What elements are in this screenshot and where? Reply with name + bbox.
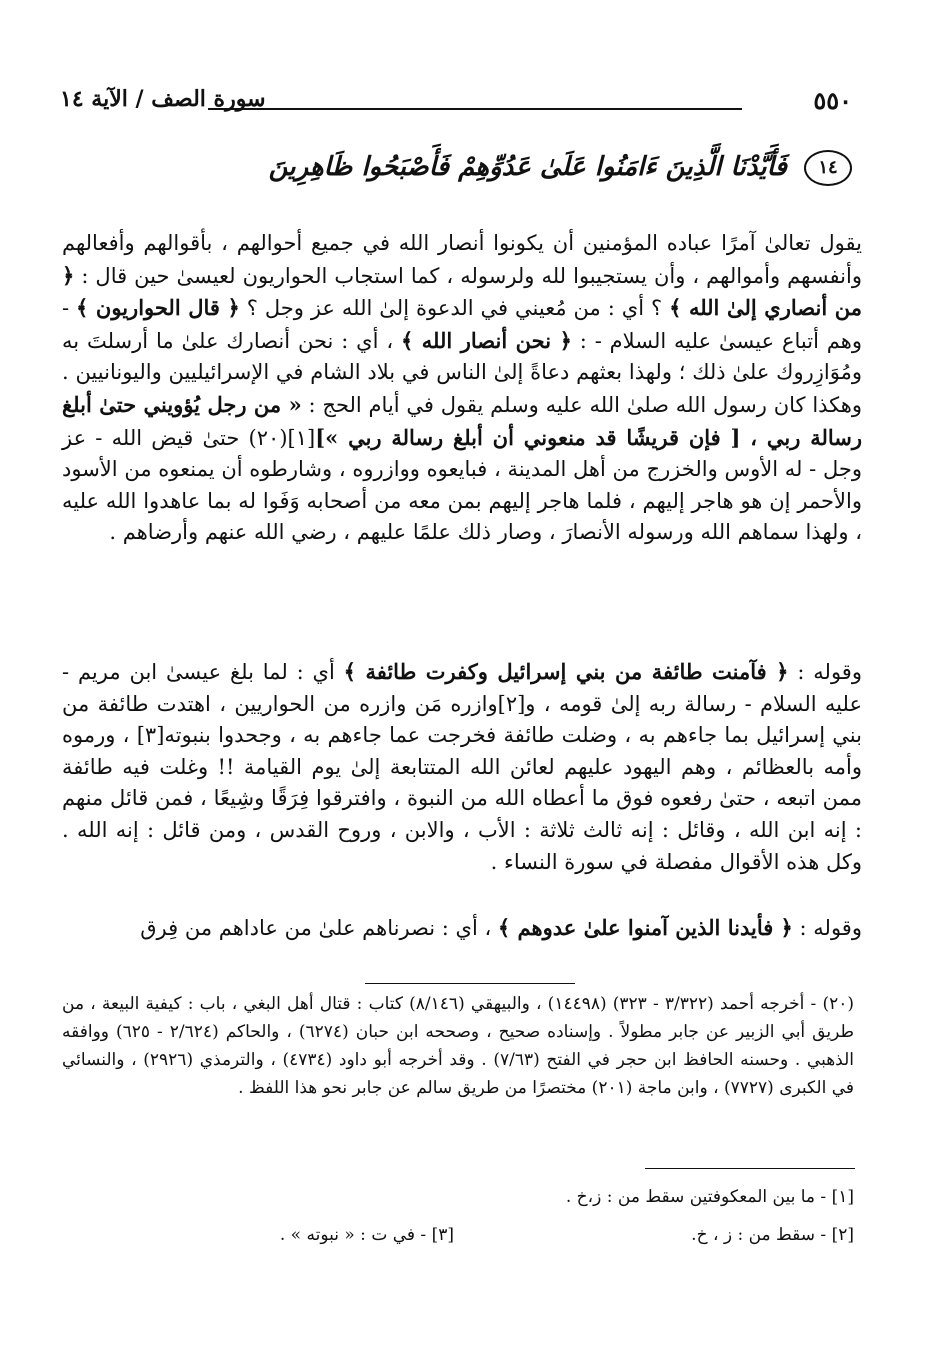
commentary-paragraph-2 [62,656,862,878]
para3-text-1: وقوله : [792,916,862,940]
para3-text-2: ، أي : نصرناهم علىٰ من عاداهم من فِرق [140,916,498,940]
commentary-paragraph-1 [62,228,862,549]
header-rule [208,108,742,110]
para1-hadith-quote: « من رجل يُؤويني حتىٰ أبلغ رسالة ربي ، [ فإن قريشًا قد منعوني أن أبلغ رسالة ربي »] [62,391,862,450]
para1-quote-2: ﴿ قال الحواريون ﴾ [76,295,240,321]
para1-text-1: يقول تعالىٰ آمرًا عباده المؤمنين أن يكونوا أنصار الله في جميع أحوالهم ، بأقوالهم وأفعالهم وأنفسهم وأموالهم ، وأن يستجيبوا لله ولرسوله ، كما استجاب الحواريون لعيسىٰ حين قال : [62,231,862,288]
page-number: ٥٥٠ [813,86,852,115]
variants-divider [645,1168,855,1169]
para2-text-2: أي : لما بلغ عيسىٰ ابن مريم - عليه السلام - رسالة ربه إلىٰ قومه ، و[٢]وازره مَن وازره من الحواريين ، اهتدت طائفة من بني إسرائيل بما جاءهم به ، وضلت طائفة فخرجت عما جاءهم به ، وجحدوا بنبوته[٣] ، ورموه وأمه بالعظائم ، وهم اليهود عليهم لعائن الله المتتابعة إلىٰ يوم القيامة !! وغلت فيه طائفة ممن اتبعه ، حتىٰ رفعوه فوق ما أعطاه الله من النبوة ، وافترقوا فِرَقًا وشِيعًا ، فمن قائل منهم : إنه ابن الله ، وقائل : إنه ثالث ثلاثة : الأب ، والابن ، وروح القدس ، ومن قائل : إنه الله . وكل هذه الأقوال مفصلة في سورة النساء . [62,660,862,874]
page-header [60,86,852,126]
para1-quote-1: ﴿ من أنصاري إلىٰ الله ﴾ [62,262,862,321]
verse-number-medallion: ١٤ [804,150,852,186]
quran-verse [200,150,852,204]
para1-text-4: ، أي : نحن أنصارك علىٰ ما أرسلتَ به ومُوَازِروك علىٰ ذلك ؛ ولهذا بعثهم دعاةً إلىٰ الناس في بلاد الشام في الإسرائيليين واليونانيين . وهكذا كان رسول الله صلىٰ الله عليه وسلم يقول في أيام الحج : [62,328,862,417]
para1-text-3: - وهم أتباع عيسىٰ عليه السلام - : [62,296,862,353]
verse-text: فَأَيَّدْنَا الَّذِينَ ءَامَنُوا عَلَىٰ عَدُوِّهِمْ فَأَصْبَحُوا ظَاهِرِينَ [268,152,787,182]
para1-text-5: [١](٢٠) حتىٰ قيض الله - عز وجل - له الأوس والخزرج من أهل المدينة ، فبايعوه ووازروه ، وشارطوه أن يمنعوه من الأسود والأحمر إن هو هاجر إليهم ، فلما هاجر إليهم بمن معه من أصحابه وَفَوا له بما عاهدوا الله عليه ، ولهذا سماهم الله ورسوله الأنصارَ ، وصار ذلك علمًا عليهم ، رضي الله عنهم وأرضاهم . [62,425,862,545]
para1-quote-3: ﴿ نحن أنصار الله ﴾ [400,327,572,353]
variant-note-3: [٣] - في ت : « نبوته » . [279,1225,454,1245]
para1-text-2: ؟ أي : من مُعيني في الدعوة إلىٰ الله عز وجل ؟ [239,296,670,321]
para2-quote-1: ﴿ فآمنت طائفة من بني إسرائيل وكفرت طائفة ﴾ [343,659,789,684]
para2-text-1: وقوله : [788,660,862,684]
surah-reference: سورة الصف / الآية ١٤ [60,86,266,112]
variant-note-2: [٢] - سقط من : ز ، خ. [691,1225,854,1245]
para3-quote-1: ﴿ فأيدنا الذين آمنوا علىٰ عدوهم ﴾ [497,915,793,940]
variant-note-1: [١] - ما بين المعكوفتين سقط من : ز،خ . [565,1187,854,1207]
hadith-footnote: (٢٠) - أخرجه أحمد (٣/٣٢٢ - ٣٢٣) (١٤٤٩٨) ، والبيهقي (٨/١٤٦) كتاب : قتال أهل البغي ، باب : كيفية البيعة ، من طريق أبي الزبير عن جابر مطولاً . وإسناده صحيح ، وصححه ابن حبان (٦٢٧٤) ، والحاكم (٢/٦٢٤ - ٦٢٥) ووافقه الذهبي . وحسنه الحافظ ابن حجر في الفتح (٧/٦٣) . وقد أخرجه أبو داود (٤٧٣٤) ، والترمذي (٢٩٢٦) ، والنسائي في الكبرى (٧٧٢٧) ، وابن ماجة (٢٠١) مختصرًا من طريق سالم عن جابر نحو هذا اللفظ . [62,994,855,1098]
commentary-paragraph-3 [62,912,862,945]
footnote-divider [365,983,575,984]
